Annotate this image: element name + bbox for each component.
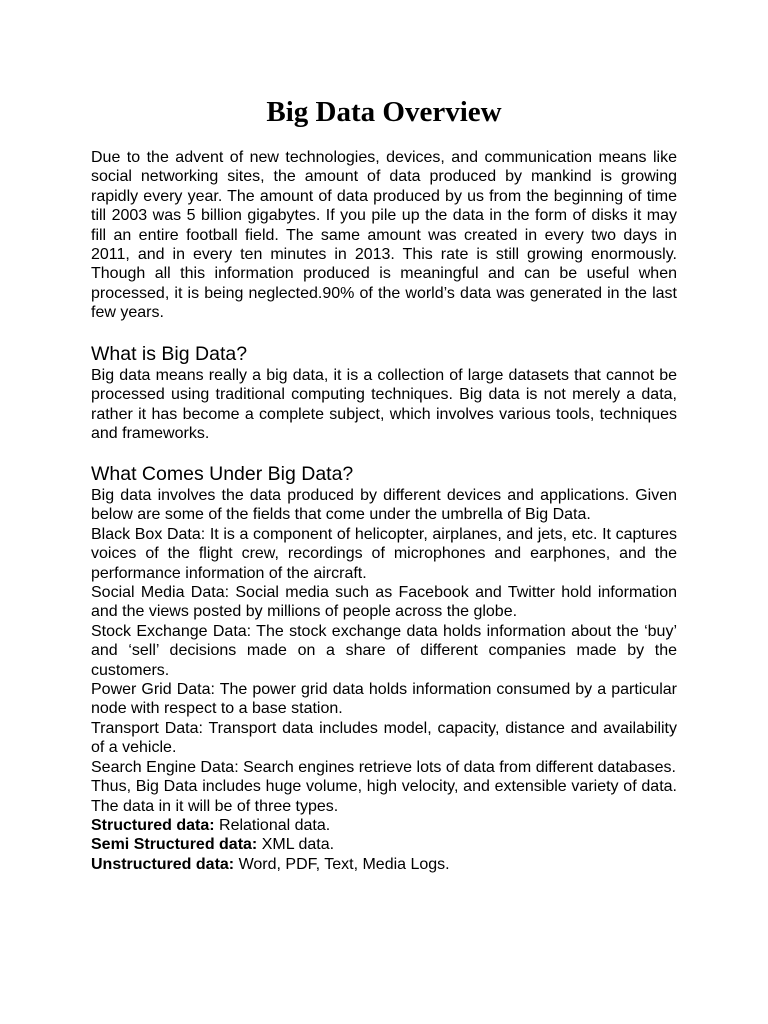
search-engine-paragraph: Search Engine Data: Search engines retrieve lots of data from different databases. — [91, 758, 676, 776]
list-item — [91, 816, 677, 835]
data-type-label: Semi Structured data: — [91, 836, 258, 854]
transport-paragraph: Transport Data: Transport data includes model, capacity, distance and availability of a vehicle. — [91, 719, 677, 757]
data-type-label: Unstructured data: — [91, 855, 235, 873]
data-type-label: Structured data: — [91, 816, 215, 834]
power-grid-paragraph: Power Grid Data: The power grid data holds information consumed by a particular node with respect to a base station. — [91, 681, 677, 718]
summary-paragraph: Thus, Big Data includes huge volume, high velocity, and extensible variety of data. The data in it will be of three types. — [91, 778, 677, 815]
list-item — [91, 835, 677, 854]
umbrella-paragraph: Big data involves the data produced by different devices and applications. Given below are some of the fields that come under the umbrella of Big Data. — [91, 487, 677, 524]
what-is-heading: What is Big Data? — [91, 343, 248, 365]
what-is-section — [91, 342, 677, 444]
data-type-value: Relational data. — [214, 816, 331, 834]
data-type-value: XML data. — [257, 836, 335, 854]
stock-exchange-paragraph: Stock Exchange Data: The stock exchange data holds information about the ‘buy’ and ‘sell’ decisions made on a share of different companies made by the customers. — [91, 622, 677, 679]
social-media-paragraph: Social Media Data: Social media such as Facebook and Twitter hold information and the views posted by millions of people across the globe. — [91, 584, 677, 621]
what-comes-heading: What Comes Under Big Data? — [91, 463, 354, 485]
data-type-value: Word, PDF, Text, Media Logs. — [234, 855, 450, 873]
intro-paragraph: Due to the advent of new technologies, devices, and communication means like social networking sites, the amount of data produced by mankind is growing rapidly every year. The amount of data produced by us from the beginning of time till 2003 was 5 billion gigabytes. If you pile up the data in the form of disks it may fill an entire football field. The same amount was created in every two days in 2011, and in every ten minutes in 2013. This rate is still growing enormously. Though all this information produced is meaningful and can be useful when processed, it is being neglected.90% of the world’s data was generated in the last few years. — [91, 149, 677, 322]
what-is-paragraph: Big data means really a big data, it is a collection of large datasets that cannot be processed using traditional computing techniques. Big data is not merely a data, rather it has become a complete subject, which involves various tools, techniques and frameworks. — [91, 367, 677, 443]
what-comes-section — [91, 462, 677, 874]
data-types-list — [91, 816, 677, 874]
page-title: Big Data Overview — [266, 96, 502, 128]
black-box-paragraph: Black Box Data: It is a component of helicopter, airplanes, and jets, etc. It captures voices of the flight crew, recordings of microphones and earphones, and the performance information of the aircraft. — [91, 525, 677, 582]
intro-section — [91, 148, 677, 323]
list-item — [91, 855, 677, 874]
